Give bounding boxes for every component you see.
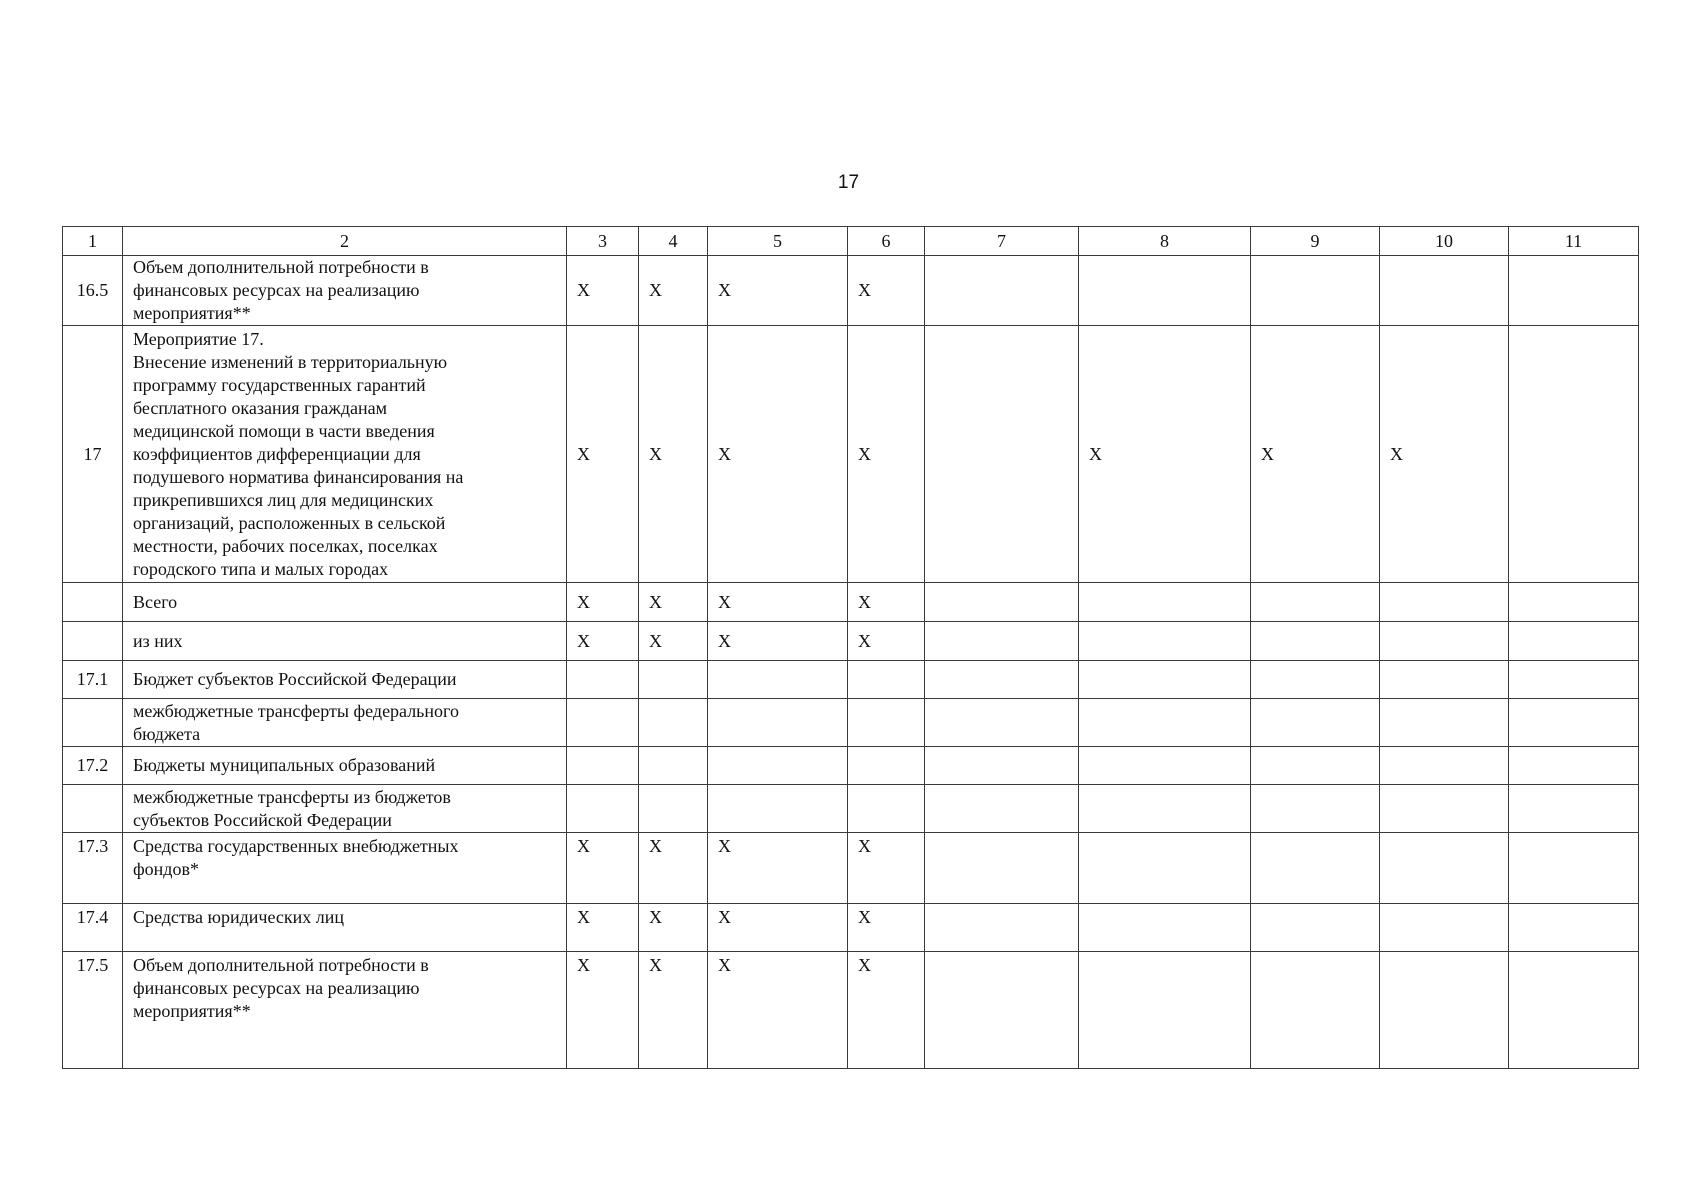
value-cell (639, 661, 708, 699)
value-cell (1251, 952, 1380, 1069)
table-row (63, 622, 1639, 661)
header-cell: 8 (1079, 227, 1251, 256)
funding-table (62, 226, 1639, 1069)
value-cell: X (708, 326, 848, 583)
table-row (63, 326, 1639, 583)
value-cell: X (708, 256, 848, 326)
value-cell (1079, 583, 1251, 622)
row-name-line: медицинской помощи в части введения (133, 420, 435, 441)
value-cell: X (848, 326, 925, 583)
value-cell (1251, 256, 1380, 326)
value-cell (1079, 661, 1251, 699)
row-name-line: коэффициентов дифференциации для (133, 443, 421, 464)
value-cell (925, 952, 1079, 1069)
row-number-cell: 17.1 (63, 661, 123, 699)
value-cell (639, 785, 708, 833)
row-name-line: фондов* (133, 859, 199, 879)
value-cell (1509, 785, 1639, 833)
row-number-cell: 17.5 (63, 952, 123, 1069)
table-row (63, 661, 1639, 699)
value-cell (1079, 785, 1251, 833)
value-cell: X (848, 256, 925, 326)
row-name-line: Средства юридических лиц (133, 907, 344, 927)
row-name-line: организаций, расположенных в сельской (133, 512, 446, 533)
row-name-cell (123, 952, 567, 1069)
value-cell (1079, 622, 1251, 661)
row-number-cell: 16.5 (63, 256, 123, 326)
table-row (63, 583, 1639, 622)
row-number-cell (63, 583, 123, 622)
value-cell: X (567, 833, 639, 904)
value-cell (848, 747, 925, 785)
value-cell: X (708, 622, 848, 661)
row-name-line: мероприятия** (133, 303, 251, 323)
row-name-cell (123, 622, 567, 661)
value-cell (1380, 661, 1509, 699)
row-name-cell (123, 256, 567, 326)
value-cell (925, 904, 1079, 952)
row-name-cell (123, 583, 567, 622)
table-row (63, 904, 1639, 952)
row-number-cell (63, 622, 123, 661)
value-cell (925, 622, 1079, 661)
row-number-cell (63, 785, 123, 833)
row-name-line: Бюджеты муниципальных образований (133, 755, 436, 775)
table-row (63, 747, 1639, 785)
value-cell (1509, 661, 1639, 699)
value-cell (708, 747, 848, 785)
row-name-line: межбюджетные трансферты из бюджетов (133, 786, 451, 807)
value-cell (1251, 622, 1380, 661)
value-cell (925, 785, 1079, 833)
value-cell (1509, 256, 1639, 326)
row-number-cell: 17.2 (63, 747, 123, 785)
value-cell (925, 326, 1079, 583)
value-cell (1380, 833, 1509, 904)
value-cell (1509, 583, 1639, 622)
value-cell (1380, 785, 1509, 833)
row-name-line: Внесение изменений в территориальную (133, 351, 448, 372)
value-cell (1509, 952, 1639, 1069)
value-cell (1079, 256, 1251, 326)
table-header-row (63, 227, 1639, 256)
value-cell (1079, 699, 1251, 747)
table-row (63, 833, 1639, 904)
header-cell: 2 (123, 227, 567, 256)
row-name-cell (123, 747, 567, 785)
value-cell: X (567, 904, 639, 952)
value-cell: X (708, 583, 848, 622)
value-cell (1509, 747, 1639, 785)
value-cell (1509, 622, 1639, 661)
value-cell: X (567, 583, 639, 622)
value-cell (1251, 661, 1380, 699)
row-name-line: субъектов Российской Федерации (133, 809, 392, 830)
value-cell (639, 699, 708, 747)
value-cell (567, 699, 639, 747)
row-number-cell (63, 699, 123, 747)
table-row (63, 256, 1639, 326)
value-cell (848, 661, 925, 699)
row-number-cell: 17 (63, 326, 123, 583)
value-cell (1380, 622, 1509, 661)
value-cell (1251, 904, 1380, 952)
value-cell (708, 785, 848, 833)
row-name-line: финансовых ресурсах на реализацию (133, 978, 420, 998)
value-cell (1509, 699, 1639, 747)
value-cell (567, 661, 639, 699)
value-cell: X (848, 952, 925, 1069)
value-cell (639, 747, 708, 785)
value-cell (1079, 833, 1251, 904)
row-name-cell (123, 699, 567, 747)
value-cell: X (848, 583, 925, 622)
value-cell (1079, 952, 1251, 1069)
value-cell: X (639, 904, 708, 952)
value-cell (848, 785, 925, 833)
row-name-line: финансовых ресурсах на реализацию (133, 280, 420, 300)
value-cell (1380, 256, 1509, 326)
value-cell (925, 747, 1079, 785)
value-cell (925, 583, 1079, 622)
value-cell (848, 699, 925, 747)
value-cell (1079, 904, 1251, 952)
value-cell: X (639, 256, 708, 326)
header-cell: 11 (1509, 227, 1639, 256)
row-name-cell (123, 326, 567, 583)
row-name-cell (123, 833, 567, 904)
table-row (63, 952, 1639, 1069)
value-cell: X (567, 256, 639, 326)
value-cell (708, 699, 848, 747)
value-cell (1380, 747, 1509, 785)
value-cell: X (1079, 326, 1251, 583)
row-name-line: прикрепившихся лиц для медицинских (133, 489, 434, 510)
value-cell (925, 256, 1079, 326)
row-name-line: межбюджетные трансферты федерального (133, 700, 459, 721)
value-cell: X (567, 622, 639, 661)
row-name-line: программу государственных гарантий (133, 374, 426, 395)
value-cell: X (639, 952, 708, 1069)
header-cell: 3 (567, 227, 639, 256)
row-name-line: Объем дополнительной потребности в (133, 257, 429, 277)
value-cell (925, 699, 1079, 747)
row-name-cell (123, 904, 567, 952)
value-cell (1380, 952, 1509, 1069)
value-cell (1380, 699, 1509, 747)
value-cell (1380, 904, 1509, 952)
row-number-cell: 17.3 (63, 833, 123, 904)
value-cell: X (1380, 326, 1509, 583)
value-cell (1251, 583, 1380, 622)
header-cell: 5 (708, 227, 848, 256)
value-cell: X (708, 833, 848, 904)
row-name-line: бесплатного оказания гражданам (133, 397, 387, 418)
row-name-line: городского типа и малых городах (133, 558, 389, 579)
value-cell: X (848, 904, 925, 952)
value-cell: X (708, 904, 848, 952)
value-cell: X (639, 622, 708, 661)
value-cell: X (639, 833, 708, 904)
value-cell: X (1251, 326, 1380, 583)
value-cell (567, 785, 639, 833)
value-cell (1251, 699, 1380, 747)
value-cell (567, 747, 639, 785)
value-cell (1509, 833, 1639, 904)
value-cell (925, 833, 1079, 904)
value-cell (925, 661, 1079, 699)
row-name-line: Бюджет субъектов Российской Федерации (133, 669, 457, 689)
header-cell: 6 (848, 227, 925, 256)
value-cell: X (639, 326, 708, 583)
row-name-line: бюджета (133, 723, 201, 744)
row-name-line: Всего (133, 591, 178, 612)
row-name-line: подушевого норматива финансирования на (133, 466, 464, 487)
table-row (63, 785, 1639, 833)
table-row (63, 699, 1639, 747)
row-name-cell (123, 661, 567, 699)
row-name-line: местности, рабочих поселках, поселках (133, 535, 438, 556)
table-body (63, 256, 1639, 1069)
value-cell (1251, 833, 1380, 904)
header-cell: 4 (639, 227, 708, 256)
value-cell (708, 661, 848, 699)
value-cell: X (567, 326, 639, 583)
value-cell: X (848, 833, 925, 904)
value-cell: X (639, 583, 708, 622)
row-name-line: Объем дополнительной потребности в (133, 955, 429, 975)
row-name-line: Средства государственных внебюджетных (133, 836, 459, 856)
header-cell: 9 (1251, 227, 1380, 256)
row-name-line: мероприятия** (133, 1001, 251, 1021)
row-name-line: Мероприятие 17. (133, 328, 264, 349)
value-cell (1251, 785, 1380, 833)
value-cell (1079, 747, 1251, 785)
header-cell: 10 (1380, 227, 1509, 256)
value-cell: X (567, 952, 639, 1069)
value-cell (1380, 583, 1509, 622)
row-name-line: из них (133, 630, 183, 651)
header-cell: 1 (63, 227, 123, 256)
value-cell (1251, 747, 1380, 785)
page-number: 17 (837, 172, 860, 193)
value-cell (1509, 904, 1639, 952)
value-cell: X (848, 622, 925, 661)
value-cell: X (708, 952, 848, 1069)
header-cell: 7 (925, 227, 1079, 256)
value-cell (1509, 326, 1639, 583)
row-number-cell: 17.4 (63, 904, 123, 952)
row-name-cell (123, 785, 567, 833)
